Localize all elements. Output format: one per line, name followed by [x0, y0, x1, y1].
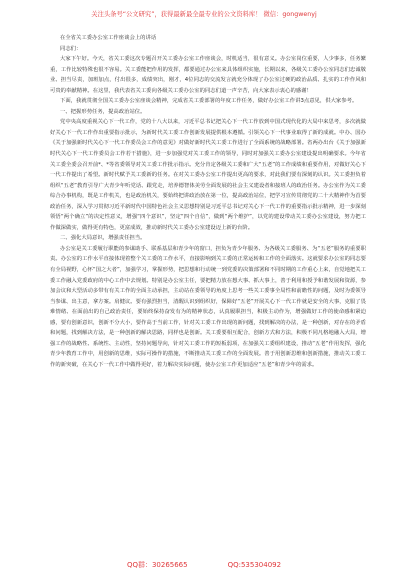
document-title: 在全省关工委办公室工作座谈会上的讲话 [60, 35, 157, 41]
promo-banner: 关注头条号“公文研究”，获得最新最全最专业的公文资料库！ 微信：gongwenyj [91, 11, 317, 18]
qq-group-text: QQ群：30265665 [126, 561, 188, 569]
salutation: 同志们： [60, 45, 82, 52]
paragraph-section-1: 党中央高度重视关心下一代工作，党的十八大以来，习近平总书记把关心下一代工作放到中国式现代化的大局中来思考，多次就做好关心下一代工作作出重要指示批示，为新时代关工委工作创新发展提供根本遵循。引领关心下一代事业取得了新的成就。中办、国办《关于加强新时代关心下一代工作委员会工作的意见》对做好新时代关工委工作进行了全面系统的战略部署。省两办出台《关于加强新时代关心下一代工作委员会工作若干措施》，进一步加强党对关工委工作的领导，同时对加强关工委办公室建设提出明确要求。今年省关工委全委会召开前*、*等省委领导对关工委工作批示指示。充分肯定各级关工委和广大“五老”的工作成绩和重要作用，对做好关心下一代工作提出了希望。新时代赋予关工委新的任务。在对关工委办公室工作提出更高的要求，对此我们要有深刻的认识。关工委担负着组织“五老”教育引导广大青少年听党话、跟党走，培养德智体美劳全面发展的社会主义建设者和接班人的政治任务。办公室作为关工委综合办事机构，既是工作机关，也是政治机关，要始终把讲政治放在第一位，提高政治站位，把学习宣传贯彻党的二十大精神作为首要政治任务，深入学习贯彻习近平新时代中国特色社会主义思想特别是习近平总书记对关心下一代工作的重要指示批示精神，进一步深刻领悟“两个确立”的决定性意义，增强“四个意识”，坚定“四个自信”，做到“两个维护”，以党的建设带动关工委办公室建设，努力把工作做深做实，做得更有特色，更富成效，推动新时代关工委办公室建设迈上新的台阶。 [50, 119, 366, 231]
paragraph-section-2: 办公室是关工委履行职能的参谋助手、联系基层和青少年的窗口，担负为青少年服务、为各级关工委服务、为“五老”服务的重要职责。办公室的工作水平直接体现着整个关工委的工作水平，直接影响到关工委的正常运转和工作的全面落实。这就要求办公室的同志要有全局视野，心怀“国之大者”，加强学习，掌握形势，把思想和行动统一到党委的决策部署和不同时期的工作重心上来，自觉地把关工委工作融入党委政府的中心工作中去规划。特别是办公室主任，要把精力放在想大事、抓大事上，善于利用和授予和谐发展和资源，参加会议和大型活动多带有有关工作的全面主动承担，主动站在委领导的角度上思考一些关工委事全局性和前瞻性的问题，及时为委领导当参谋、出主意，拿方案。肩健议。要有强烈担当，清醒认识到组织好，保障好“五老”开展关心下一代工作就是安全的大事，克服了畏难情绪、在面前出的自己政治责任，要始终保持奋发有为的精神状态，认真履职担当，积极主动作为，增强做好工作的使命感和紧迫感，要有创新意识，创新不分大小，要作高于当前工作，针对关工委工作出现的新问题，找到解决的办法，是一种创新，对存在的矛盾和问题，找到解决方法，是一种创新的解决思路，同样也是创新。关工委要相互配合，创新方式和方法，积极不同凡格地融入大局，增强工作的战略性、系统性、主动性，坚持问题导向，针对关工委工作的短板弱项，在加强关工委组织建设，推动“五老”作用发挥，强化青少年教育工作中，用创新的思维，实际可操作的措施，不断推动关工委工作的全面发展。善于用创新思维和创新措施，推动关工委工作的新突破，在关心下一代工作中做得更好，着力解决实际问题，使办公室工作更加适应“五老”和青少年的需求。 [50, 245, 366, 368]
paragraph-intro: 下面，我就贯彻全国关工委办公室座谈会精神，完成省关工委部署的年度工作任务，做好办公室工作讲3点意见，供大家参考。 [60, 98, 358, 105]
paragraph-greeting: 大家下午好。今天，省关工委这次专题召开关工委办公室工作座谈会，时机适当，很有意义。办公室岗位重要，人少事多，任务繁重，工作比较特殊也很不容易。关工委能把作用的发挥，都要通过办公室来具体组织实施，长期以来，各级关工委办公室同志们忠诚敬业、担当尽责，加班加点，付出很多，成绩突出，刚才，4位同志的交流发言就充分体现了办公室过硬的政治品质、扎实的工作作风和可贵的奉献精神。在这里，我代表省关工委向各级关工委办公室的同志们道一声辛苦，向大家表示衷心的感谢！ [50, 56, 366, 94]
document-page [50, 33, 366, 371]
section-heading-2: 二、强化大局意识，增强责任担当。 [60, 235, 146, 242]
footer-contact [0, 560, 408, 570]
qq-number-text: QQ:535304092 [227, 561, 282, 569]
section-heading-1: 一、把握形势任务，提高政治站位。 [60, 108, 146, 115]
